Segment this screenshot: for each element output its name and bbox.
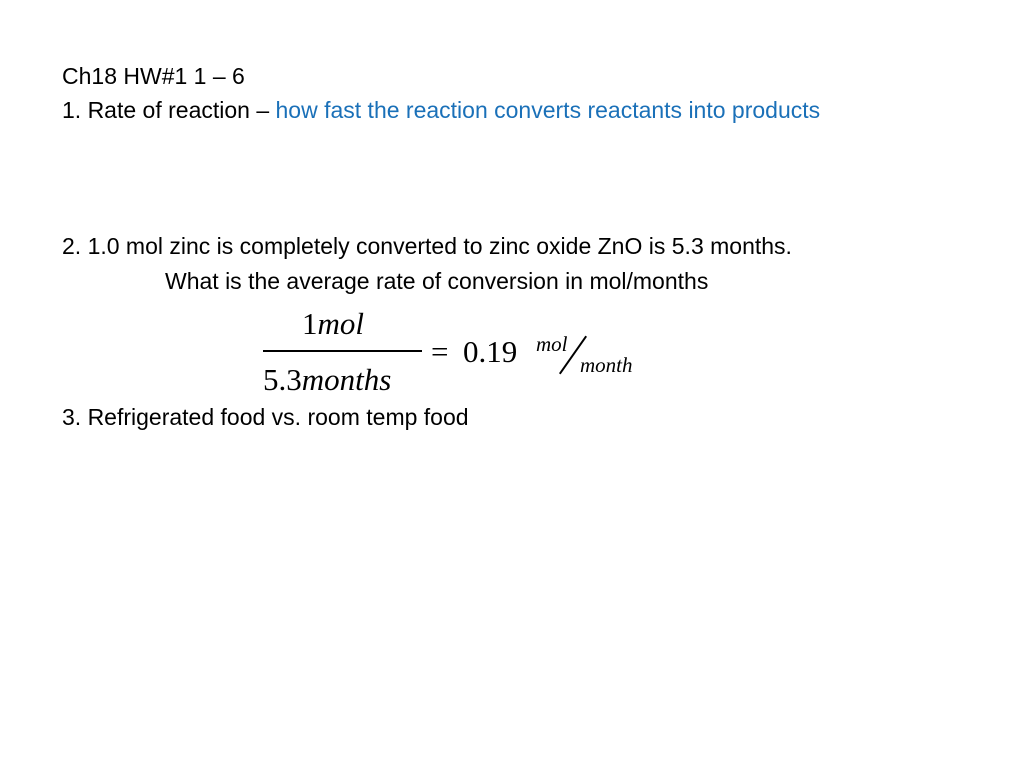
fraction-bar — [263, 350, 422, 352]
page-title: Ch18 HW#1 1 – 6 — [62, 63, 245, 89]
equation-numerator — [302, 306, 364, 342]
question-1-answer: how fast the reaction converts reactants into products — [275, 97, 821, 123]
question-2-line-1: 2. 1.0 mol zinc is completely converted to zinc oxide ZnO is 5.3 months. — [62, 233, 792, 259]
equation-denominator — [263, 362, 391, 398]
result-value: 0.19 — [463, 334, 518, 369]
result-unit-numerator: mol — [536, 332, 568, 356]
numerator-number: 1 — [302, 306, 318, 341]
equals-sign: = — [431, 334, 449, 369]
result-unit-denominator: month — [580, 353, 633, 377]
question-1 — [62, 96, 820, 124]
denominator-number: 5.3 — [263, 362, 302, 397]
numerator-unit: mol — [317, 306, 364, 341]
denominator-unit: months — [301, 362, 392, 397]
question-2-line-2: What is the average rate of conversion in mol/months — [165, 268, 709, 294]
question-3: 3. Refrigerated food vs. room temp food — [62, 404, 469, 430]
question-1-prefix: 1. Rate of reaction – — [62, 97, 276, 123]
